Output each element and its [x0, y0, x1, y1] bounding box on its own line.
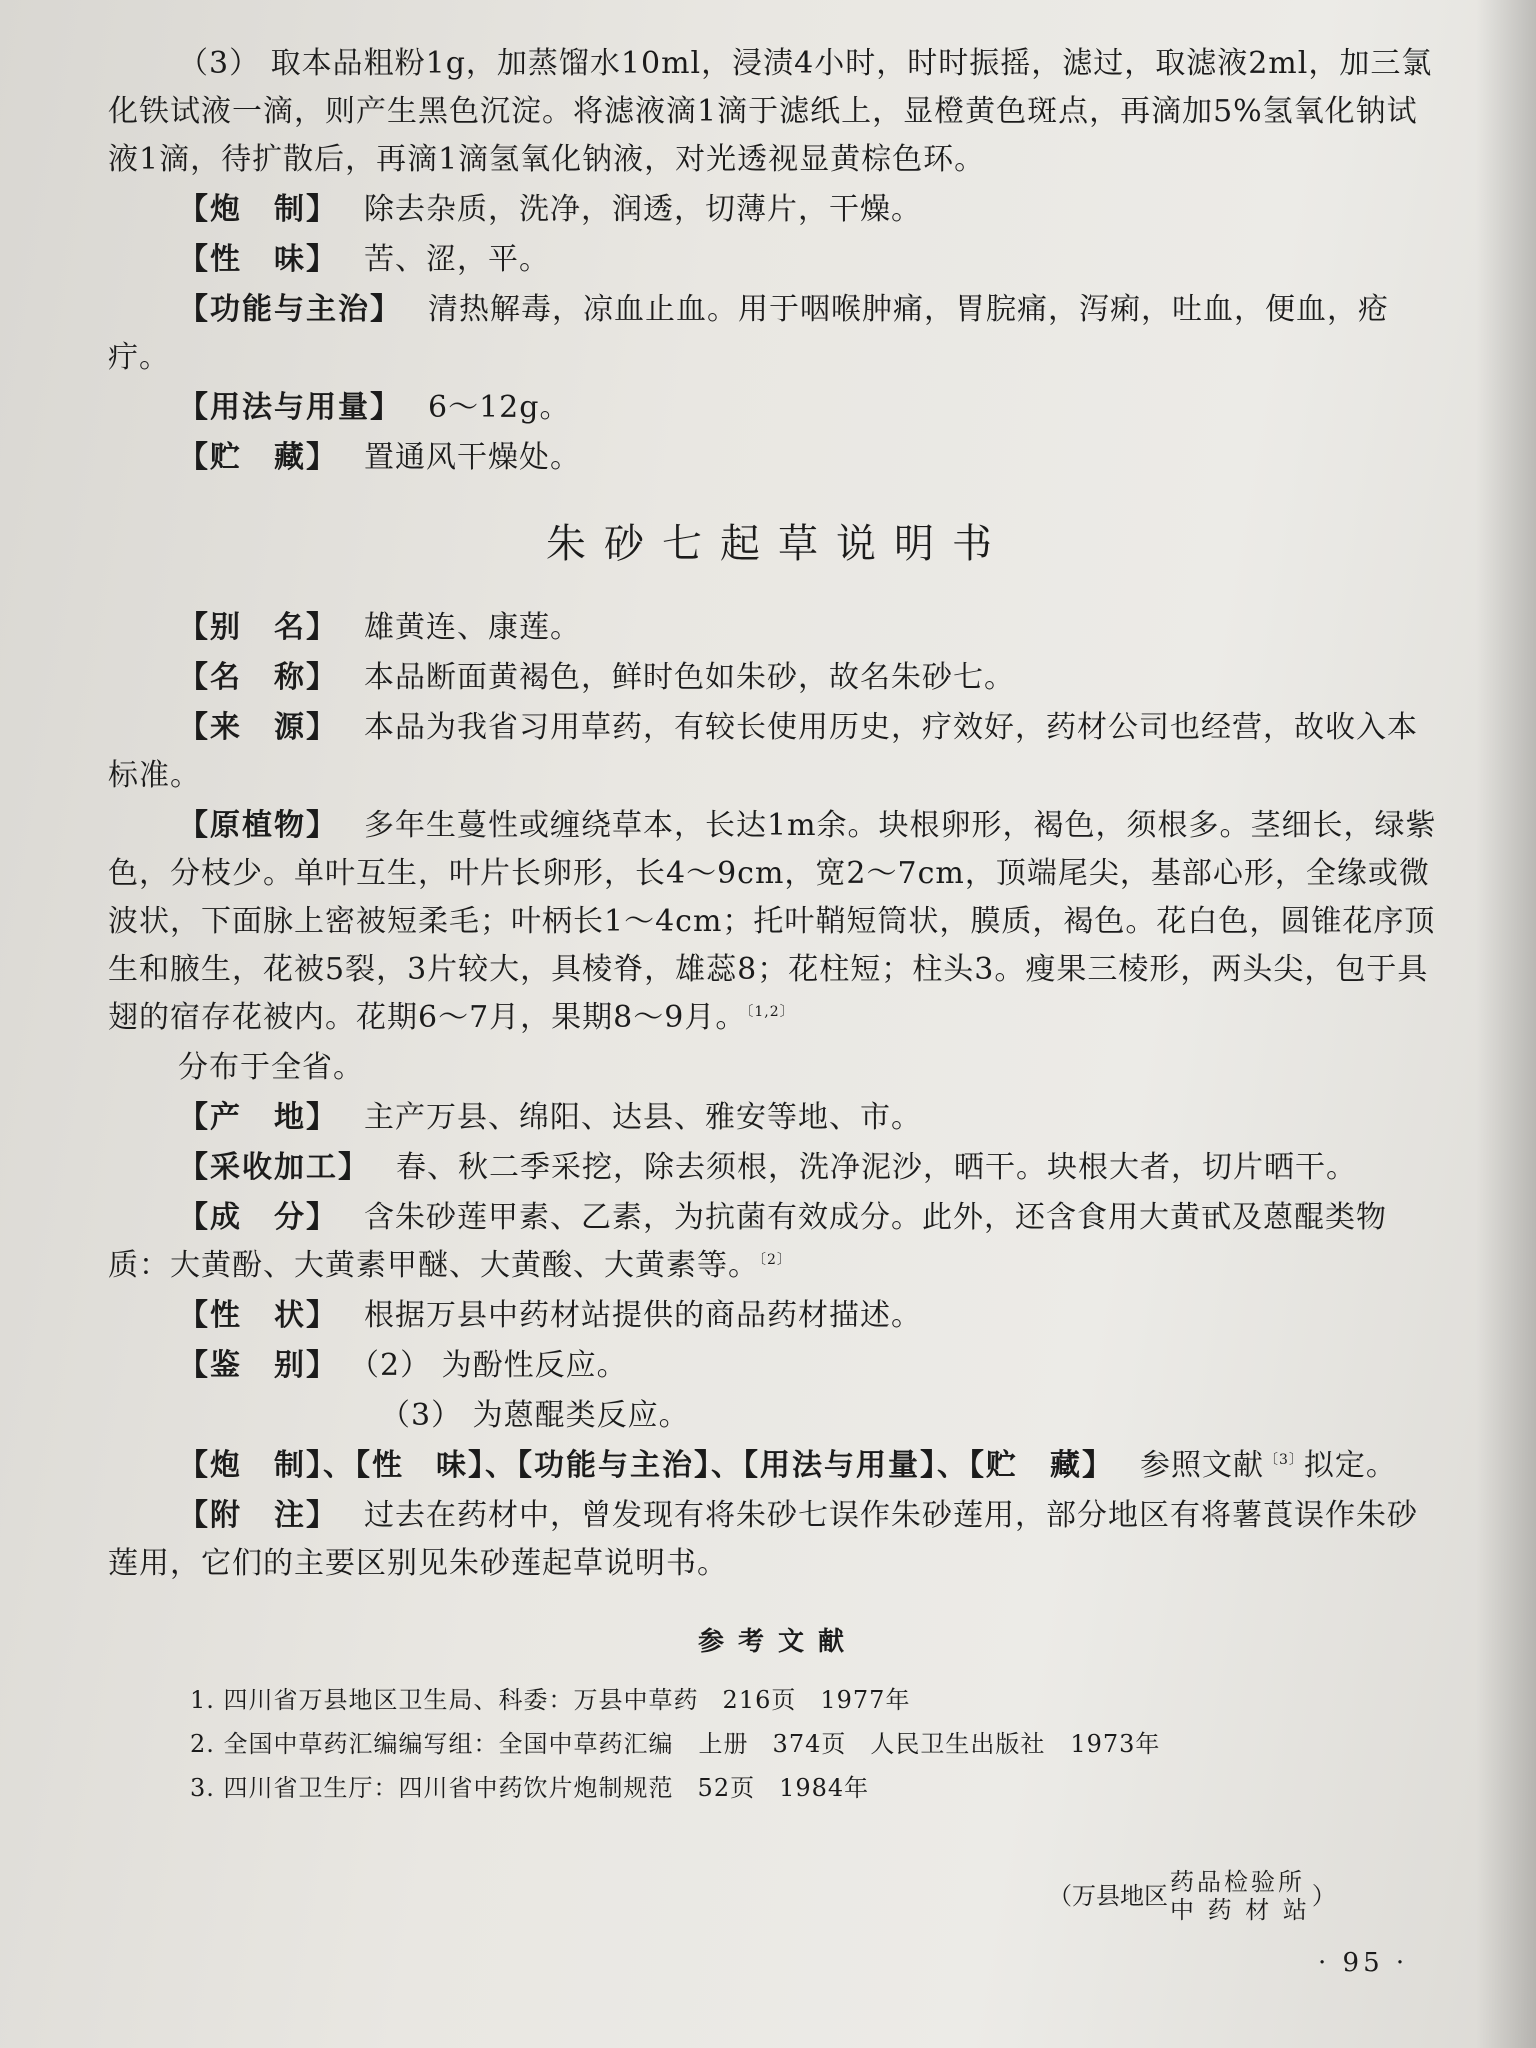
section-text: 含朱砂莲甲素、乙素，为抗菌有效成分。此外，还含食用大黄甙及蒽醌类物质：大黄酚、大黄素甲醚、大黄酸、大黄素等。 [108, 1200, 1387, 1283]
reference-page: 52页 [697, 1774, 756, 1802]
section-text: 拟定。 [1303, 1448, 1397, 1483]
reference-year: 1984年 [779, 1774, 870, 1802]
prev-paozhi [108, 186, 1448, 234]
section-label: 【性 味】 [178, 242, 338, 277]
signature-line-1: 药品检验所 [1170, 1868, 1305, 1896]
section-label: 【采收加工】 [178, 1150, 370, 1185]
entry-caishou [108, 1144, 1448, 1192]
prev-xingwei [108, 236, 1448, 284]
section-label: 【鉴 别】 [178, 1348, 338, 1383]
section-label: 【成 分】 [178, 1200, 338, 1235]
prev-yongfa [108, 384, 1448, 432]
signature-stack [1170, 1868, 1310, 1924]
section-text: 主产万县、绵阳、达县、雅安等地、市。 [364, 1100, 922, 1135]
identification-3-text [108, 40, 1448, 184]
entry-jianbie [108, 1342, 1448, 1390]
entry-xingzhuang [108, 1292, 1448, 1340]
entry-fenbu: 分布于全省。 [178, 1050, 364, 1085]
reference-text: 全国中草药汇编编写组：全国中草药汇编 上册 [223, 1730, 749, 1758]
identification-3-line-c: 氧化钠试液1滴，待扩散后，再滴1滴氢氧化钠液，对光透视显黄棕色环。 [108, 94, 1418, 177]
section-text: 除去杂质，洗净，润透，切薄片，干燥。 [364, 192, 922, 227]
reference-year: 1977年 [820, 1686, 911, 1714]
reference-num: 1. [190, 1686, 215, 1714]
reference-page: 216页 [722, 1686, 797, 1714]
section-text: 本品断面黄褐色，鲜时色如朱砂，故名朱砂七。 [364, 660, 1015, 695]
author-signature [1048, 1868, 1336, 1924]
entry-fuzhu [108, 1492, 1448, 1588]
entry-chengfen [108, 1194, 1448, 1290]
prev-gongneng [108, 286, 1448, 382]
section-label: 【性 状】 [178, 1298, 338, 1333]
document-title: 朱砂七起草说明书 [546, 521, 1010, 567]
section-label: 【别 名】 [178, 610, 338, 645]
signature-suffix: ） [1311, 1882, 1336, 1910]
section-label: 【附 注】 [178, 1498, 338, 1533]
entry-bieming [108, 604, 1448, 652]
identification-3-line-a: （3） 取本品粗粉1g，加蒸馏水10ml，浸渍4小时，时时振摇，滤过，取滤液2ml，加 [178, 46, 1371, 81]
section-label: 【产 地】 [178, 1100, 338, 1135]
section-label: 【名 称】 [178, 660, 338, 695]
prev-zhucang [108, 434, 1448, 482]
section-text: 置通风干燥处。 [364, 440, 581, 475]
entry-combined [108, 1442, 1448, 1490]
section-label: 【原植物】 [178, 808, 338, 843]
references-title: 参考文献 [697, 1627, 858, 1657]
entry-jianbie-2: （3） 为蒽醌类反应。 [380, 1398, 690, 1433]
entry-mingcheng [108, 654, 1448, 702]
identification-3-line-b: 三氯化铁试液一滴，则产生黑色沉淀。将滤液滴1滴于滤纸上，显橙黄色斑点，再滴加5%氢 [108, 46, 1433, 129]
reference-num: 2. [190, 1730, 215, 1758]
page-content [108, 40, 1448, 1810]
section-text: 本品为我省习用草药，有较长使用历史，疗效好，药材公司也经营，故收入本标准。 [108, 710, 1418, 793]
section-text: 雄黄连、康莲。 [364, 610, 581, 645]
section-text: 根据万县中药材站提供的商品药材描述。 [364, 1298, 922, 1333]
reference-item [108, 1722, 1448, 1766]
section-label: 【用法与用量】 [178, 390, 402, 425]
section-text: 6～12g。 [428, 390, 571, 425]
section-text: （2） 为酚性反应。 [364, 1348, 628, 1383]
section-text: 参照文献 [1140, 1448, 1264, 1483]
reference-num: 3. [190, 1774, 215, 1802]
section-text: 清热解毒，凉血止血。用于咽喉肿痛，胃脘痛，泻痢，吐血，便血，疮疔。 [108, 292, 1389, 375]
section-label: 【功能与主治】 [178, 292, 402, 327]
section-text: 多年生蔓性或缠绕草本，长达1m余。块根卵形，褐色，须根多。茎细长，绿紫色，分枝少。单叶互生，叶片长卵形，长4～9cm，宽2～7cm，顶端尾尖，基部心形，全缘或微波状，下面脉上密被短柔毛；叶柄长1～4cm；托叶鞘短筒状，膜质，褐色。花白色，圆锥花序顶生和腋生，花被5裂，3片较大，具棱脊，雄蕊8；花柱短；柱头3。瘦果三棱形，两头尖，包于具翅的宿存花被内。花期6～7月，果期8～9月。 [108, 808, 1437, 1035]
citation-ref: 〔2〕 [759, 1252, 792, 1268]
citation-ref: 〔3〕 [1264, 1452, 1304, 1468]
reference-year: 人民卫生出版社 1973年 [870, 1730, 1161, 1758]
entry-yuanzhiwu [108, 802, 1448, 1042]
section-text: 春、秋二季采挖，除去须根，洗净泥沙，晒干。块根大者，切片晒干。 [396, 1150, 1357, 1185]
signature-line-2: 中 药 材 站 [1170, 1896, 1310, 1924]
section-text: 过去在药材中，曾发现有将朱砂七误作朱砂莲用，部分地区有将薯莨误作朱砂莲用，它们的主要区别见朱砂莲起草说明书。 [108, 1498, 1418, 1581]
citation-ref: 〔1,2〕 [746, 1004, 795, 1020]
reference-item [108, 1678, 1448, 1722]
section-label: 【来 源】 [178, 710, 338, 745]
reference-item [108, 1766, 1448, 1810]
section-label: 【炮 制】、【性 味】、【功能与主治】、【用法与用量】、【贮 藏】 [178, 1448, 1114, 1483]
page-number: · 95 · [1318, 1948, 1409, 1978]
signature-prefix: （万县地区 [1048, 1882, 1168, 1910]
entry-chandi [108, 1094, 1448, 1142]
section-text: 苦、涩，平。 [364, 242, 550, 277]
reference-page: 374页 [772, 1730, 847, 1758]
section-label: 【炮 制】 [178, 192, 338, 227]
reference-text: 四川省卫生厅：四川省中药饮片炮制规范 [223, 1774, 674, 1802]
reference-text: 四川省万县地区卫生局、科委：万县中草药 [223, 1686, 699, 1714]
entry-laiyuan [108, 704, 1448, 800]
section-label: 【贮 藏】 [178, 440, 338, 475]
